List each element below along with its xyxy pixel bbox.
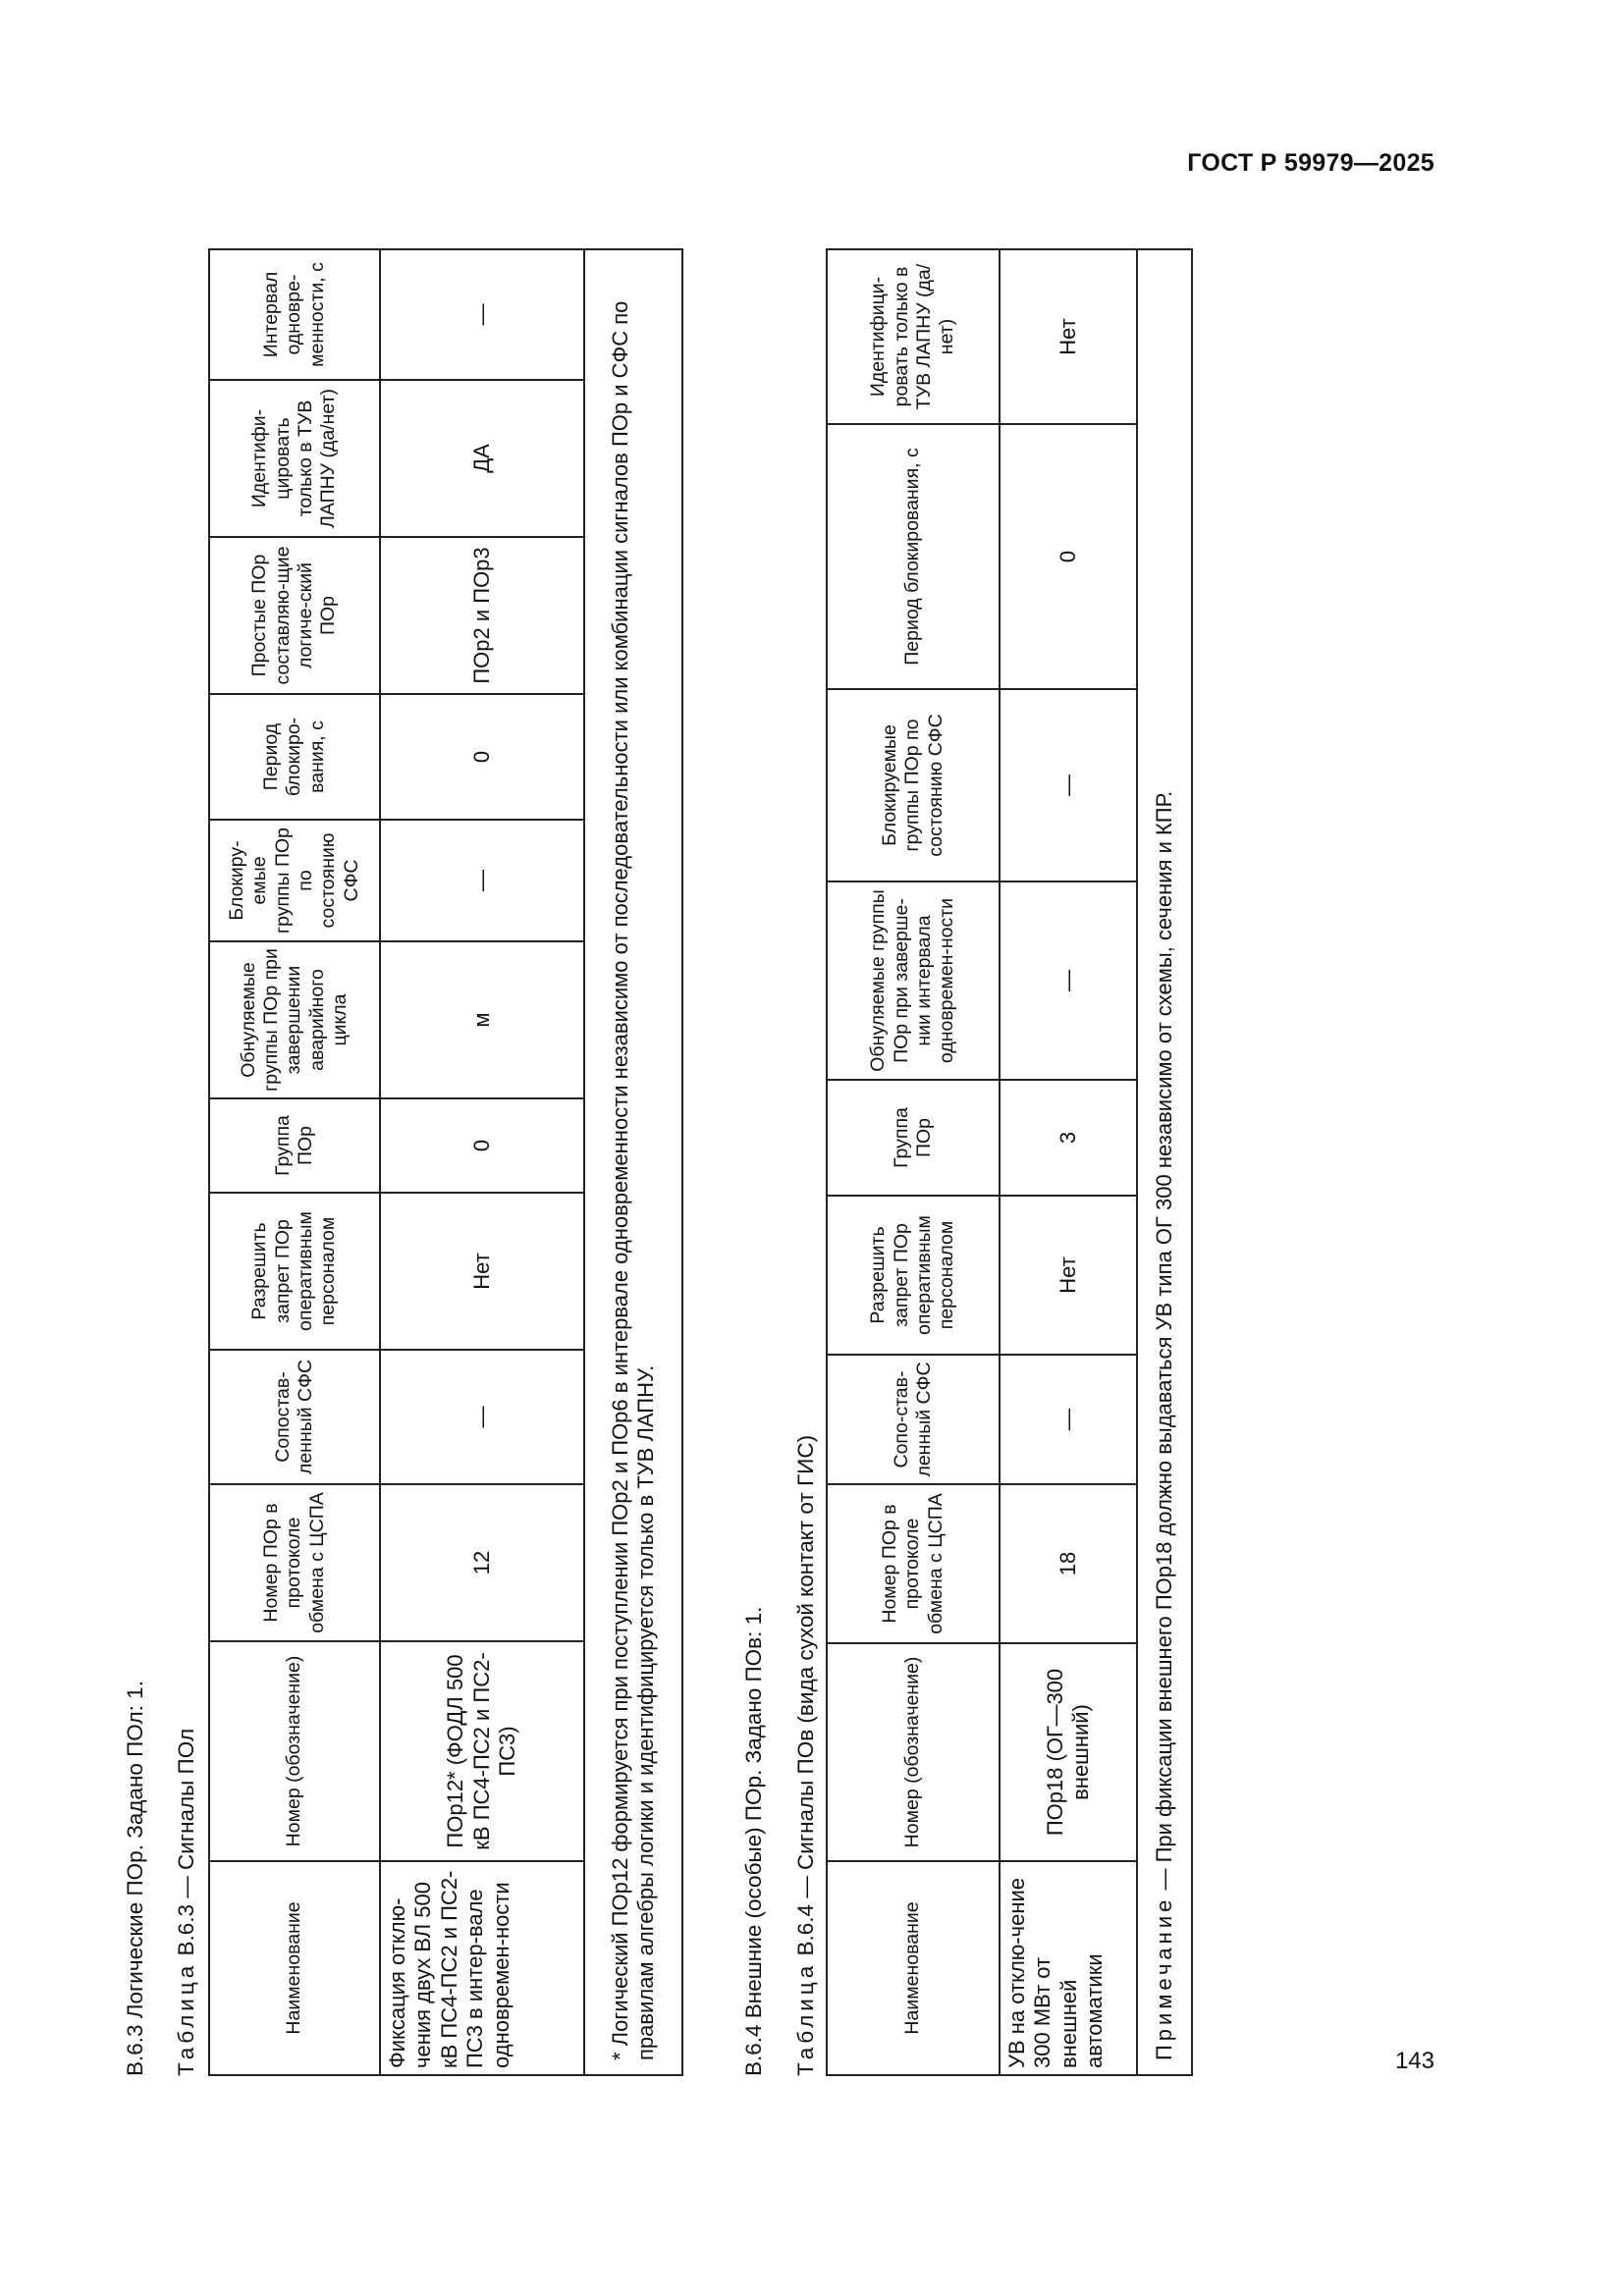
header-cell: Простые ПОр составляю-щие логиче-ский ПОр — [209, 537, 380, 694]
header-cell: Группа ПОр — [827, 1080, 1000, 1196]
header-cell: Номер (обозначение) — [827, 1643, 1000, 1861]
table-cell: м — [380, 941, 584, 1098]
header-cell: Интервал одновре-менности, с — [209, 249, 380, 380]
header-cell: Обнуляемые группы ПОр при заверше-нии интервала одновремен-ности — [827, 881, 1000, 1080]
header-cell: Наименование — [209, 1861, 380, 2075]
table-prefix: Таблица — [174, 1961, 198, 2076]
header-cell: Сопостав-ленный СФС — [209, 1350, 380, 1484]
table-cell: — — [380, 1350, 584, 1484]
rotated-content — [113, 236, 1176, 2076]
note-label: Примечание — [1151, 1896, 1176, 2060]
section-heading-b64: В.6.4 Внешние (особые) ПОр. Задано ПОв: 1. — [741, 1606, 766, 2076]
table-cell: ПОр18 (ОГ—300 внешний) — [1000, 1643, 1137, 1861]
header-cell: Наименование — [827, 1861, 1000, 2075]
header-cell: Период блокирования, с — [827, 424, 1000, 689]
header-cell: Блокируемые группы ПОр по состоянию СФС — [827, 689, 1000, 881]
table-row — [1000, 249, 1137, 2075]
table-note-row — [1137, 249, 1192, 2075]
page-number: 143 — [1394, 2048, 1435, 2074]
table-note — [1137, 249, 1192, 2075]
table-header-row — [827, 249, 1000, 2075]
note-text: — При фиксации внешнего ПОр18 должно выдаваться УВ типа ОГ 300 независимо от схемы, сечения и КПР. — [1151, 790, 1176, 1891]
table-cell: Нет — [1000, 1196, 1137, 1355]
table-cell: 0 — [1000, 424, 1137, 689]
table-cell: — — [1000, 881, 1137, 1080]
table-header-row — [209, 249, 380, 2075]
table-b63 — [208, 248, 683, 2076]
header-cell: Группа ПОр — [209, 1098, 380, 1193]
table-cell: — — [380, 249, 584, 380]
header-cell: Разрешить запрет ПОр оперативным персоналом — [827, 1196, 1000, 1355]
table-b64 — [826, 248, 1193, 2076]
table-cell: Нет — [1000, 249, 1137, 424]
table-cell: УВ на отклю-чение 300 МВт от внешней автоматики — [1000, 1861, 1137, 2075]
table-footnote-row — [584, 249, 682, 2075]
table-cell: ДА — [380, 380, 584, 537]
header-cell: Блокиру-емые группы ПОр по состоянию СФС — [209, 820, 380, 941]
table-cell: Фиксация отклю-чения двух ВЛ 500 кВ ПС4-ПС2 и ПС2-ПС3 в интер-вале одновремен-ности — [380, 1861, 584, 2075]
header-cell: Период блокиро-вания, с — [209, 694, 380, 820]
table-cell: — — [1000, 689, 1137, 881]
table-cell: 0 — [380, 1098, 584, 1193]
table-prefix: Таблица — [793, 1961, 818, 2076]
section-heading-b63: В.6.3 Логические ПОр. Задано ПОл: 1. — [123, 1681, 147, 2076]
header-cell: Сопо-став-ленный СФС — [827, 1355, 1000, 1484]
header-cell: Идентифи-цировать только в ТУВ ЛАПНУ (да/нет) — [209, 380, 380, 537]
table-cell: ПОр2 и ПОр3 — [380, 537, 584, 694]
header-cell: Идентифици-ровать только в ТУВ ЛАПНУ (да/нет) — [827, 249, 1000, 424]
header-cell: Номер ПОр в протоколе обмена с ЦСПА — [209, 1484, 380, 1641]
table-title: В.6.3 — Сигналы ПОл — [174, 1728, 198, 1956]
footnote: * Логический ПОр12 формируется при поступлении ПОр2 и ПОр6 в интервале одновременности независимо от последовательности или комбинации сигналов ПОр и СФС по правилам алгебры логики и идентифицируется только в ТУВ ЛАПНУ. — [584, 249, 682, 2075]
table-title: В.6.4 — Сигналы ПОв (вида сухой контакт от ГИС) — [793, 1434, 818, 1956]
table-caption-b64 — [793, 1435, 819, 2076]
table-cell: — — [1000, 1355, 1137, 1484]
table-cell: ПОр12* (ФОДЛ 500 кВ ПС4-ПС2 и ПС2-ПС3) — [380, 1641, 584, 1861]
table-caption-b63 — [174, 1729, 199, 2076]
standard-header: ГОСТ Р 59979—2025 — [1187, 149, 1435, 177]
table-cell: 12 — [380, 1484, 584, 1641]
table-cell: 3 — [1000, 1080, 1137, 1196]
table-cell: 0 — [380, 694, 584, 820]
table-cell: 18 — [1000, 1484, 1137, 1643]
header-cell: Номер (обозначение) — [209, 1641, 380, 1861]
header-cell: Обнуляемые группы ПОр при завершении аварийного цикла — [209, 941, 380, 1098]
table-row — [380, 249, 584, 2075]
header-cell: Номер ПОр в протоколе обмена с ЦСПА — [827, 1484, 1000, 1643]
table-cell: Нет — [380, 1193, 584, 1350]
header-cell: Разрешить запрет ПОр оперативным персоналом — [209, 1193, 380, 1350]
table-cell: — — [380, 820, 584, 941]
